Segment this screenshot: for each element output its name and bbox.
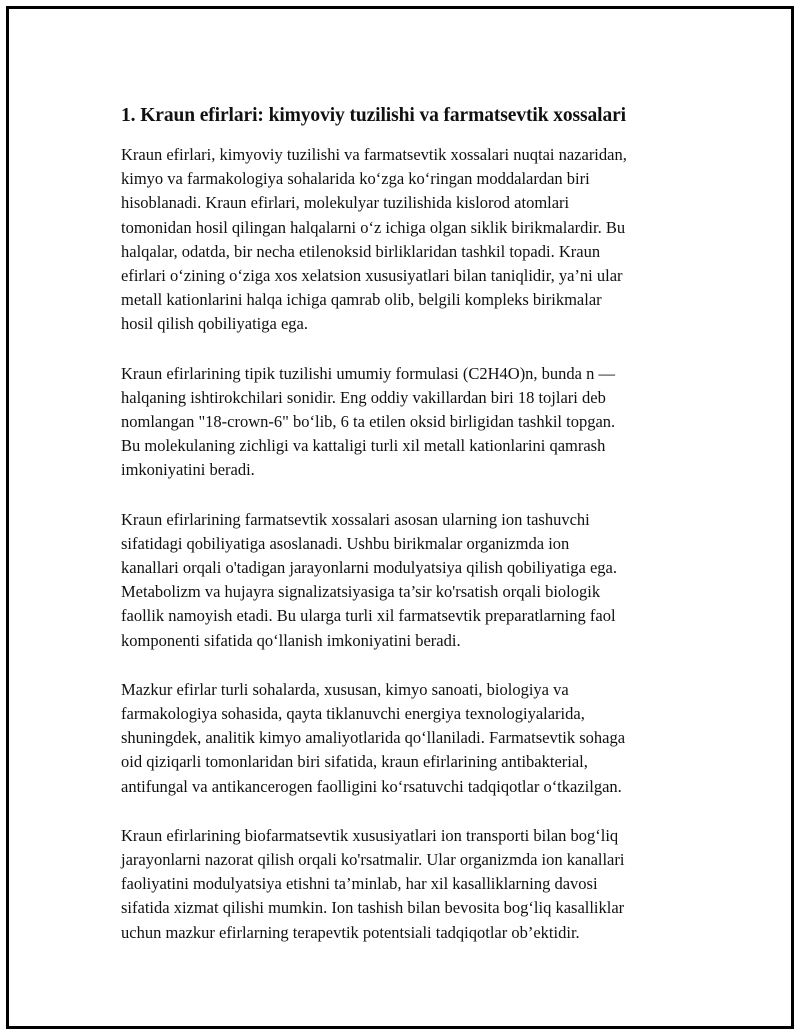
paragraph-line: sifatidagi qobiliyatiga asoslanadi. Ushbu birikmalar organizmda ion <box>121 533 570 553</box>
paragraph-line: imkoniyatini beradi. <box>121 460 255 480</box>
paragraph-line: jarayonlarni nazorat qilish orqali ko'rsatmalir. Ular organizmda ion kanallari <box>121 850 625 870</box>
paragraph-intro <box>121 143 696 337</box>
paragraph-biopharmaceutical <box>121 824 696 945</box>
paragraph-line: kanallari orqali o'tadigan jarayonlarni modulyatsiya qilish qobiliyatiga ega. <box>121 558 617 578</box>
paragraph-line: Kraun efirlarining biofarmatsevtik xususiyatlari ion transporti bilan bog‘liq <box>121 825 619 845</box>
paragraph-line: Mazkur efirlar turli sohalarda, xususan, kimyo sanoati, biologiya va <box>121 679 569 699</box>
paragraph-line: Kraun efirlari, kimyoviy tuzilishi va farmatsevtik xossalari nuqtai nazaridan, <box>121 145 627 164</box>
paragraph-pharmaceutical-properties <box>121 508 696 653</box>
page-frame <box>6 6 794 1029</box>
paragraph-line: Bu molekulaning zichligi va kattaligi turli xil metall kationlarini qamrash <box>121 436 606 456</box>
paragraph-line: farmakologiya sohasida, qayta tiklanuvchi energiya texnologiyalarida, <box>121 704 585 724</box>
paragraph-line: kimyo va farmakologiya sohalarida ko‘zga ko‘ringan moddalardan biri <box>121 169 590 189</box>
paragraph-line: komponenti sifatida qo‘llanish imkoniyatini beradi. <box>121 630 461 650</box>
section-heading: 1. Kraun efirlari: kimyoviy tuzilishi va farmatsevtik xossalari <box>121 105 626 126</box>
paragraph-line: Kraun efirlarining farmatsevtik xossalari asosan ularning ion tashuvchi <box>121 509 590 529</box>
paragraph-structure <box>121 362 696 483</box>
paragraph-line: uchun mazkur efirlarning terapevtik potentsiali tadqiqotlar ob’ektidir. <box>121 922 580 942</box>
paragraph-line: hosil qilish qobiliyatiga ega. <box>121 314 308 334</box>
paragraph-line: halqaning ishtirokchilari sonidir. Eng oddiy vakillardan biri 18 tojlari deb <box>121 387 606 407</box>
paragraph-line: oid qiziqarli tomonlaridan biri sifatida, kraun efirlarining antibakterial, <box>121 752 588 772</box>
paragraph-line: shuningdek, analitik kimyo amaliyotlarida qo‘llaniladi. Farmatsevtik sohaga <box>121 728 626 748</box>
paragraph-line: Kraun efirlarining tipik tuzilishi umumiy formulasi (C2H4O)n, bunda n — <box>121 363 616 383</box>
paragraph-line: Metabolizm va hujayra signalizatsiyasiga ta’sir ko'rsatish orqali biologik <box>121 582 601 602</box>
paragraph-line: sifatida xizmat qilishi mumkin. Ion tashish bilan bevosita bog‘liq kasalliklar <box>121 898 625 918</box>
paragraph-line: efirlari o‘zining o‘ziga xos xelatsion xususiyatlari bilan taniqlidir, ya’ni ular <box>121 266 623 286</box>
paragraph-applications <box>121 678 696 799</box>
paragraph-line: metall kationlarini halqa ichiga qamrab olib, belgili kompleks birikmalar <box>121 290 602 310</box>
paragraph-line: nomlangan "18-crown-6" bo‘lib, 6 ta etilen oksid birligidan tashkil topgan. <box>121 412 616 432</box>
paragraph-line: antifungal va antikancerogen faolligini ko‘rsatuvchi tadqiqotlar o‘tkazilgan. <box>121 776 622 796</box>
paragraph-line: halqalar, odatda, bir necha etilenoksid birliklaridan tashkil topadi. Kraun <box>121 241 601 261</box>
paragraph-line: hisoblanadi. Kraun efirlari, molekulyar tuzilishida kislorod atomlari <box>121 193 570 213</box>
document-body <box>121 102 696 970</box>
paragraph-line: faoliyatini modulyatsiya etishni ta’minlab, har xil kasalliklarning davosi <box>121 874 598 894</box>
paragraph-line: tomonidan hosil qilingan halqalarni o‘z ichiga olgan siklik birikmalardir. Bu <box>121 217 626 237</box>
paragraph-line: faollik namoyish etadi. Bu ularga turli xil farmatsevtik preparatlarning faol <box>121 606 616 626</box>
